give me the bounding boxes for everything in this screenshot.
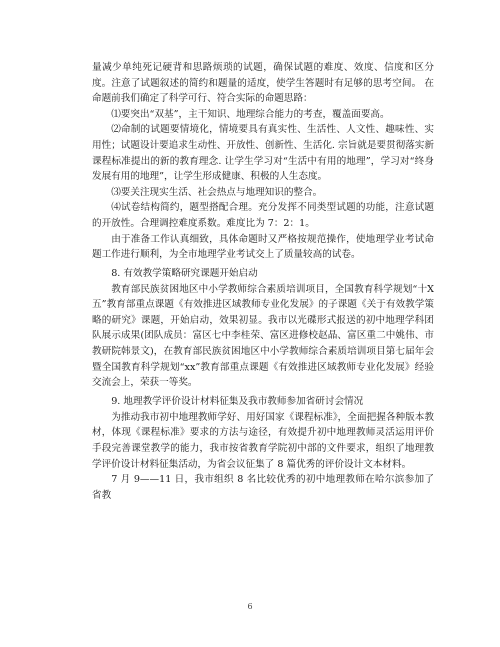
list-item-1: ⑴要突出“双基”，主干知识、地理综合能力的考查，覆盖面要高。 bbox=[111, 108, 390, 120]
paragraph-july: 7 月 9——11 日，我市组织 8 名比较优秀的初中地理教师在哈尔滨参加了省教 bbox=[92, 474, 434, 501]
list-item-4: ⑷试卷结构简约，题型搭配合理。充分发挥不同类型试题的功能，注意试题的开放性。合理调控难度系数。难度比为 7：2：1。 bbox=[92, 202, 434, 229]
paragraph-section-8: 教育部民族贫困地区中小学教师综合素质培训项目，全国教育科学规划“十Ⅹ五”教育部重点课题《有效推进区域教师专业化发展》的子课题《关于有效教学策略的研究》课题，开始启动，效果初显。我市以光碟形式报送的初中地理学科团队展示成果(团队成员：富区七中李桂荣、富区进修校赵晶、富区重二中姚伟、市教研院韩景文)，在教育部民族贫困地区中小学教师综合素质培训项目第七届年会暨全国教育科学规划“xx”教育部重点课题《有效推进区域教师专业化发展》经验交流会上，荣获一等奖。 bbox=[92, 283, 434, 389]
page-number: 6 bbox=[247, 602, 253, 611]
paragraph-summary: 由于准备工作认真细致，具体命题时又严格按规范操作，使地理学业考试命题工作进行顺利，为全市地理学业考试交上了质量较高的试卷。 bbox=[92, 233, 434, 261]
section-heading-9: 9. 地理教学评价设计材料征集及我市教师参加省研讨会情况 bbox=[111, 396, 364, 408]
document-body bbox=[92, 60, 434, 503]
section-heading-8: 8. 有效教学策略研究课题开始启动 bbox=[111, 268, 258, 280]
list-item-2: ⑵命制的试题要情境化，情境要具有真实性、生活性、人文性、趣味性、实用性；试题设计要追求生动性、开放性、创新性、生活化. 宗旨就是要贯彻落实新课程标准提出的新的教育理念. 让学生学习对“生活中有用的地理”，学习对“终身发展有用的地理”，让学生形成健康、积极的人生态度。 bbox=[92, 124, 434, 183]
paragraph-intro: 量减少单纯死记硬背和思路烦琐的试题，确保试题的难度、效度、信度和区分度。注意了试题叙述的简约和题量的适度，使学生答题时有足够的思考空间。 在命题前我们确定了科学可行、符合实际的命题思路： bbox=[92, 62, 434, 105]
paragraph-section-9: 为推动我市初中地理教师学好、用好国家《课程标准》，全面把握各种版本教材，体现《课程标准》要求的方法与途径，有效提升初中地理教师灵活运用评价手段完善课堂教学的能力，我市按省教育学院初中部的文件要求，组织了地理教学评价设计材料征集活动，为省会议征集了 8 篇优秀的评价设计文本材料。 bbox=[92, 411, 434, 470]
list-item-3: ⑶要关注现实生活、社会热点与地理知识的整合。 bbox=[111, 186, 323, 198]
